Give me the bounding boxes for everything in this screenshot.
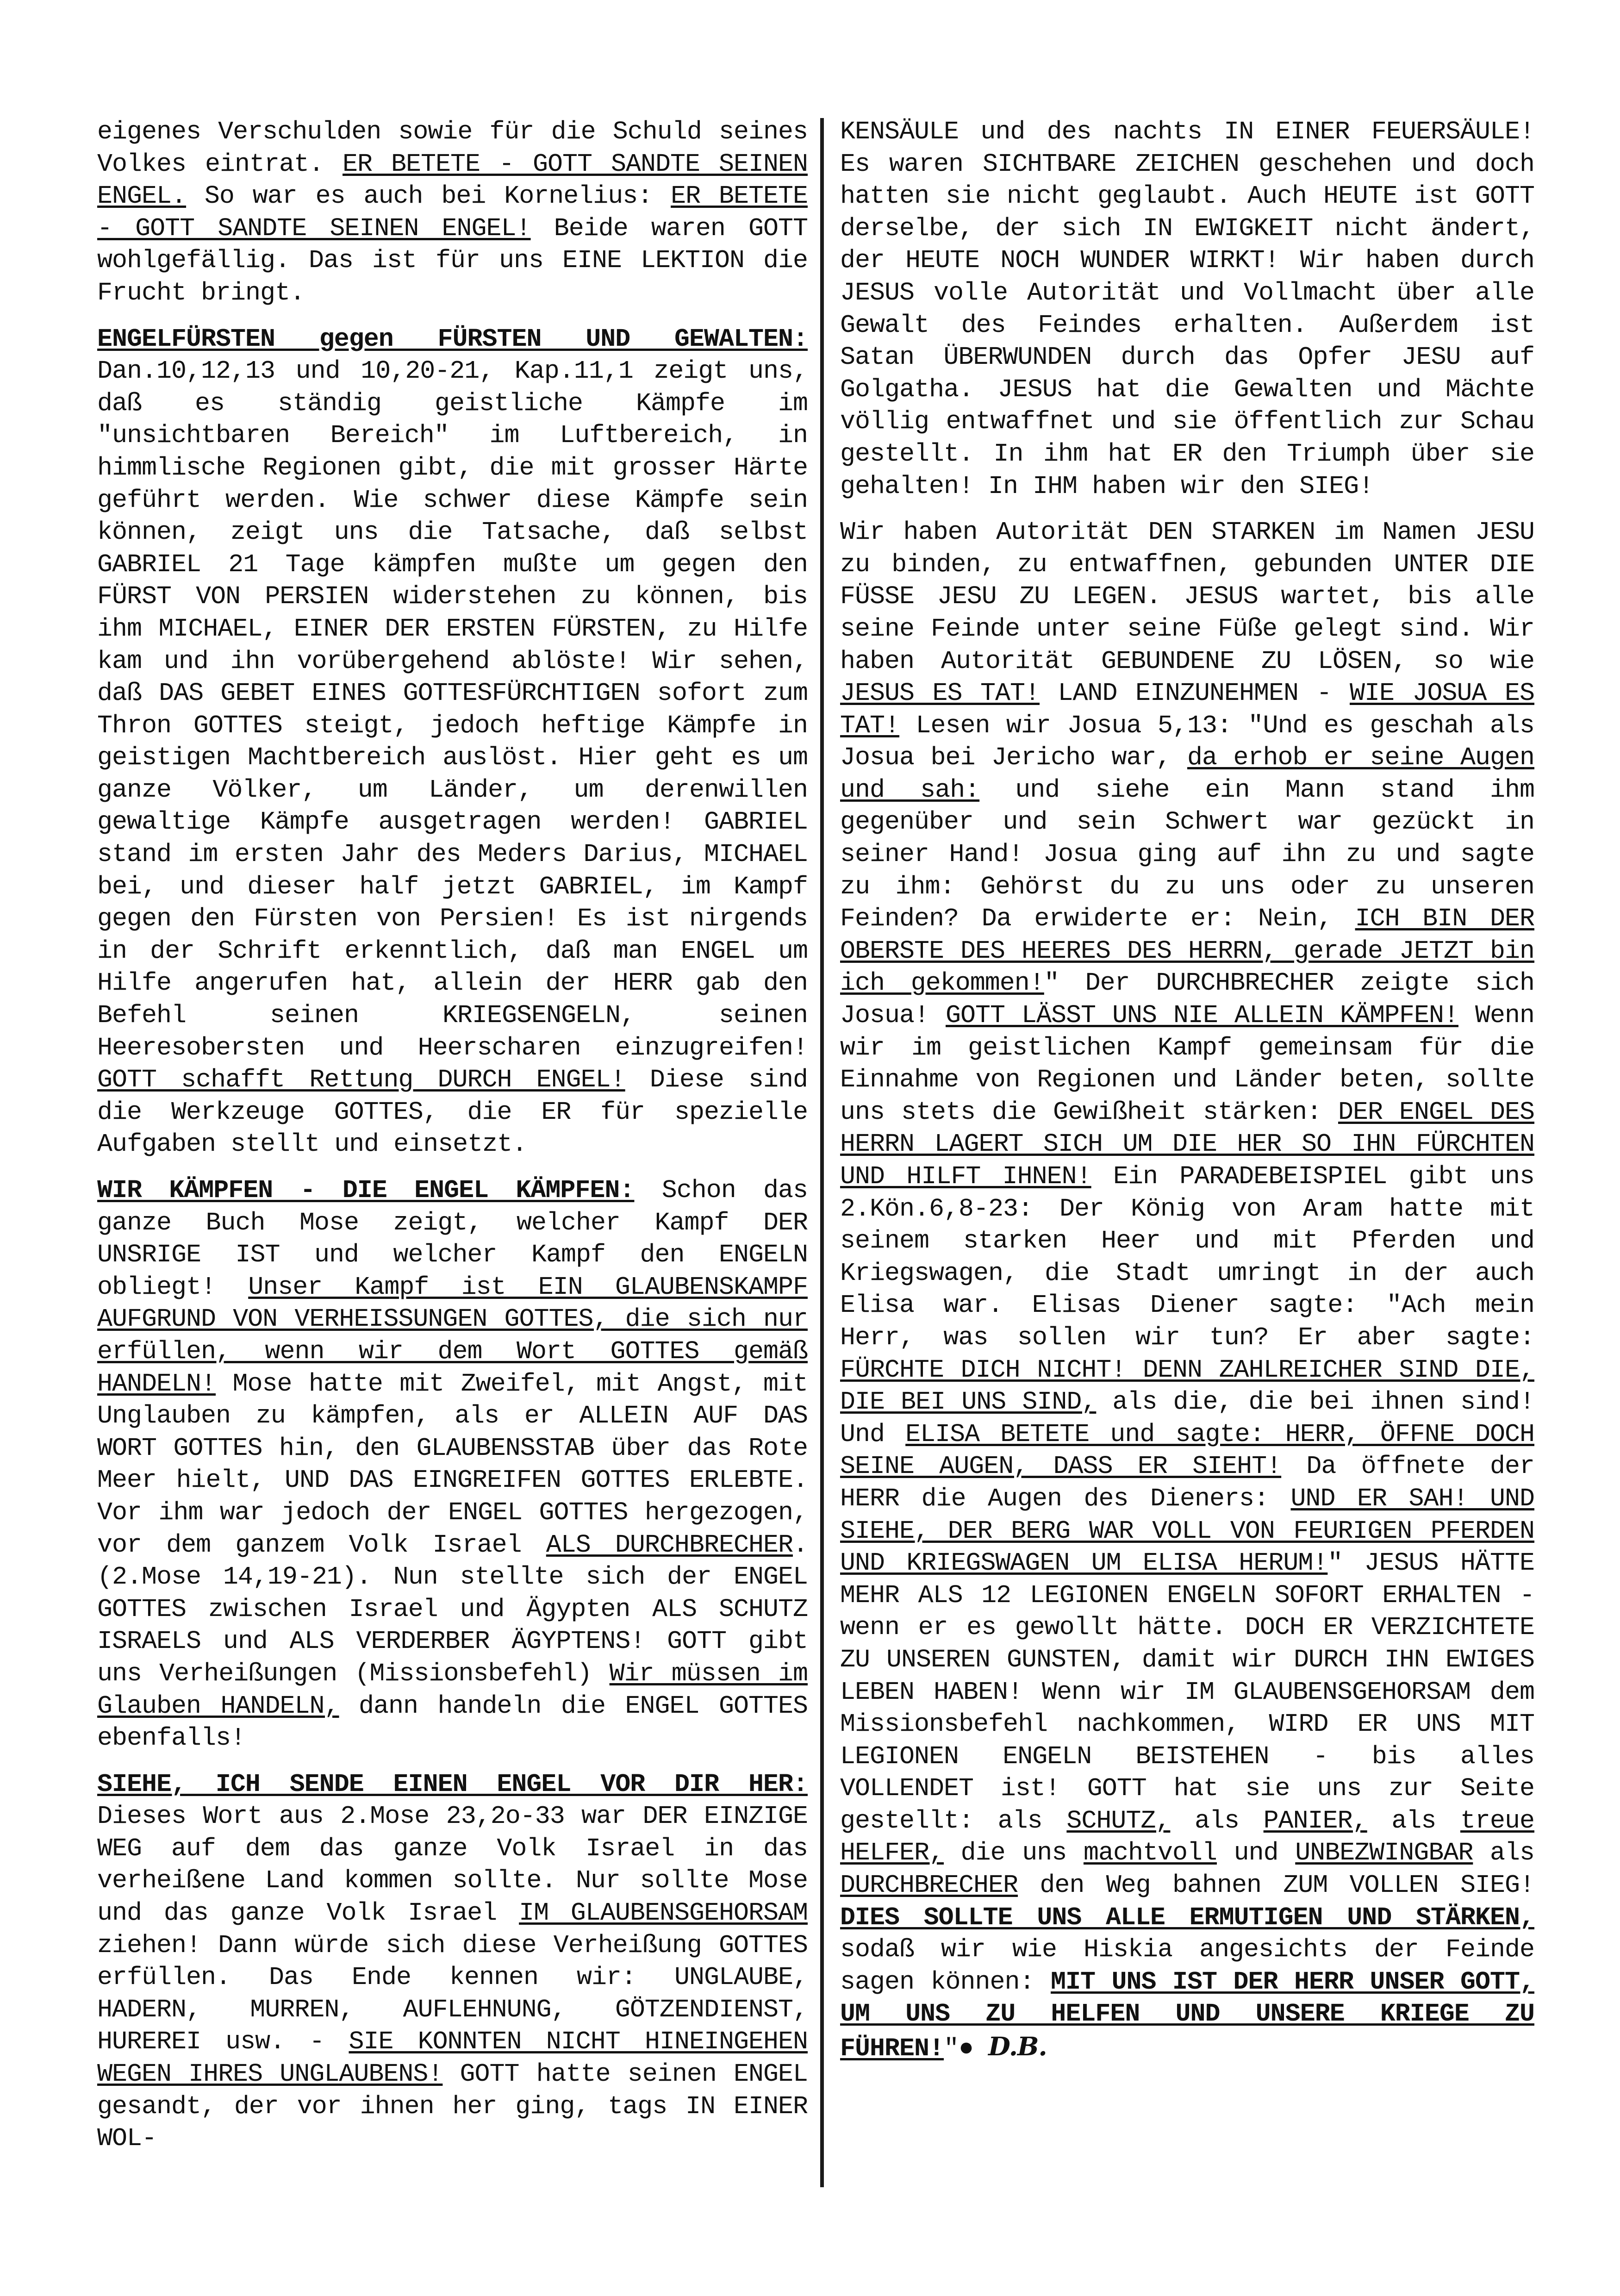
left-column bbox=[97, 116, 808, 2236]
underline-text: FÜRCHTE DICH NICHT! DENN ZAHLREICHER SIND DIE, DIE BEI UNS SIND, bbox=[840, 1355, 1534, 1417]
column-divider bbox=[820, 118, 824, 2187]
heading-text: ENGELFÜRSTEN gegen FÜRSTEN UND GEWALTEN: bbox=[97, 324, 808, 354]
underline-text: SCHUTZ, bbox=[1066, 1806, 1171, 1835]
text-run: sodaß wir wie Hiskia angesichts der Feinde sagen können: bbox=[840, 1935, 1534, 1997]
right-column bbox=[840, 116, 1534, 2236]
text-run: Wenn wir im geistlichen Kampf gemeinsam für die Einnahme von Regionen und Länder beten, sollte uns stets die Gewißheit stärken: bbox=[840, 1001, 1534, 1127]
text-run: GOTT hatte seinen ENGEL gesandt, der vor ihnen her ging, tags IN EINER WOL- bbox=[97, 2059, 808, 2153]
heading-text: WIR KÄMPFEN - DIE ENGEL KÄMPFEN: bbox=[97, 1176, 635, 1205]
text-run: LAND EINZUNEHMEN - bbox=[1040, 679, 1350, 708]
underline-text: GOTT schafft Rettung DURCH ENGEL! bbox=[97, 1065, 625, 1095]
text-run: die uns bbox=[944, 1838, 1084, 1868]
underline-text: ICH BIN DER OBERSTE DES HEERES DES HERRN, gerade JETZT bin ich gekommen! bbox=[840, 904, 1534, 998]
text-run: Lesen wir Josua 5,13: "Und es geschah als Josua bei Jericho war, bbox=[840, 711, 1534, 773]
paragraph bbox=[97, 116, 808, 309]
heading-text: SIEHE, ICH SENDE EINEN ENGEL VOR DIR HER: bbox=[97, 1769, 808, 1799]
text-run: Da öffnete der HERR die Augen des Dieners: bbox=[840, 1452, 1534, 1513]
paragraph bbox=[840, 516, 1534, 2065]
text-run: Ein PARADEBEISPIEL gibt uns 2.Kön.6,8-23: Der König von Aram hatte mit seinem starken Heer und mit Pferden und Kriegswagen, die Stadt umringt in der auch Elisa war. Elisas Diener sagte: "Ach mein Herr, was sollen wir tun? Er aber sagte: bbox=[840, 1162, 1534, 1352]
underline-text: Unser Kampf ist EIN GLAUBENSKAMPF AUFGRUND VON VERHEISSUNGEN GOTTES, die sich nur erfüllen, wenn wir dem Wort GOTTES gemäß HANDELN! bbox=[97, 1272, 808, 1398]
text-run: " Der DURCHBRECHER zeigte sich Josua! bbox=[840, 968, 1534, 1030]
underline-text: WIE JOSUA ES TAT! bbox=[840, 679, 1534, 740]
paragraph bbox=[97, 1768, 808, 2155]
underline-text: ER BETETE - GOTT SANDTE SEINEN ENGEL. bbox=[97, 149, 808, 211]
paragraph bbox=[97, 323, 808, 1160]
underline-text: treue HELFER, bbox=[840, 1806, 1534, 1868]
text-run: und siehe ein Mann stand ihm gegenüber und sein Schwert war gezückt in seiner Hand! Josua ging auf ihn zu und sagte zu ihm: Gehörst du zu uns oder zu unseren Feinden? Da erwiderte er: Nein, bbox=[840, 775, 1534, 934]
underline-text: JESUS ES TAT! bbox=[840, 679, 1040, 708]
text-run: Diese sind die Werkzeuge GOTTES, die ER für spezielle Aufgaben stellt und einsetzt. bbox=[97, 1065, 808, 1159]
underline-text: Wir müssen im Glauben HANDELN, bbox=[97, 1659, 808, 1721]
text-run: eigenes Verschulden sowie für die Schuld seines Volkes eintrat. bbox=[97, 117, 808, 179]
paragraph bbox=[840, 116, 1534, 502]
underline-text: PANIER, bbox=[1263, 1806, 1367, 1835]
text-run: dann handeln die ENGEL GOTTES ebenfalls! bbox=[97, 1691, 808, 1753]
text-run: Beide waren GOTT wohlgefällig. Das ist für uns EINE LEKTION die Frucht bringt. bbox=[97, 213, 808, 307]
text-run: . (2.Mose 14,19-21). Nun stellte sich der ENGEL GOTTES zwischen Israel und Ägypten ALS SCHUTZ ISRAELS und ALS VERDERBER ÄGYPTENS! GOTT gibt uns Verheißungen (Missionsbefehl) bbox=[97, 1530, 808, 1688]
text-run: als bbox=[1367, 1806, 1460, 1835]
text-run: Dan.10,12,13 und 10,20-21, Kap.11,1 zeigt uns, daß es ständig geistliche Kämpfe im "unsichtbaren Bereich" im Luftbereich, in himmlische Regionen gibt, die mit grosser Härte geführt werden. Wie schwer diese Kämpfe sein können, zeigt uns die Tatsache, daß selbst GABRIEL 21 Tage kämpfen mußte um gegen den FÜRST VON PERSIEN widerstehen zu können, bis ihm MICHAEL, EINER DER ERSTEN FÜRSTEN, zu Hilfe kam und ihn vorübergehend ablöste! Wir sehen, daß DAS GEBET EINES GOTTESFÜRCHTIGEN sofort zum Thron GOTTES steigt, jedoch heftige Kämpfe in geistigen Machtbereich auslöst. Hier geht es um ganze Völker, um Länder, um derenwillen gewaltige Kämpfe ausgetragen werden! GABRIEL stand im ersten Jahr des Meders Darius, MICHAEL bei, und dieser half jetzt GABRIEL, im Kampf gegen den Fürsten von Persien! Es ist nirgends in der Schrift erkenntlich, daß man ENGEL um Hilfe angerufen hat, allein der HERR gab den Befehl seinen KRIEGSENGELN, seinen Heeresobersten und Heerscharen einzugreifen! bbox=[97, 356, 808, 1062]
paragraph bbox=[97, 1174, 808, 1754]
text-run: Wir haben Autorität DEN STARKEN im Namen JESU zu binden, zu entwaffnen, gebunden UNTER DIE FÜSSE JESU ZU LEGEN. JESUS wartet, bis alle seine Feinde unter seine Füße gelegt sind. Wir haben Autorität GEBUNDENE ZU LÖSEN, so wie bbox=[840, 518, 1534, 676]
underline-text: ALS DURCHBRECHER bbox=[546, 1530, 793, 1560]
text-run: ziehen! Dann würde sich diese Verheißung GOTTES erfüllen. Das Ende kennen wir: UNGLAUBE, HADERN, MURREN, AUFLEHNUNG, GÖTZENDIENST, HUREREI usw. - bbox=[97, 1930, 808, 2057]
text-run: So war es auch bei Kornelius: bbox=[186, 181, 671, 211]
underline-text: ER BETETE - GOTT SANDTE SEINEN ENGEL! bbox=[97, 181, 808, 243]
heading-text: DIES SOLLTE UNS ALLE ERMUTIGEN UND STÄRKEN, bbox=[840, 1903, 1534, 1932]
text-run: als bbox=[1473, 1838, 1534, 1868]
text-run: "● bbox=[944, 2034, 989, 2064]
underline-text: DURCHBRECHER bbox=[840, 1871, 1018, 1900]
text-run: Mose hatte mit Zweifel, mit Angst, mit Unglauben zu kämpfen, als er ALLEIN AUF DAS WORT GOTTES hin, den GLAUBENSSTAB über das Rote Meer hielt, UND DAS EINGREIFEN GOTTES ERLEBTE. Vor ihm war jedoch der ENGEL GOTTES hergezogen, vor dem ganzem Volk Israel bbox=[97, 1369, 808, 1560]
underline-text: UNBEZWINGBAR bbox=[1295, 1838, 1473, 1868]
underline-text: IM GLAUBENSGEHORSAM bbox=[519, 1898, 808, 1928]
underline-text: UND ER SAH! UND SIEHE, DER BERG WAR VOLL VON FEURIGEN PFERDEN UND KRIEGSWAGEN UM ELISA HERUM! bbox=[840, 1484, 1534, 1578]
underline-text: ELISA BETETE und sagte: HERR, ÖFFNE DOCH SEINE AUGEN, DASS ER SIEHT! bbox=[840, 1419, 1534, 1481]
text-run: Dieses Wort aus 2.Mose 23,2o-33 war DER EINZIGE WEG auf dem das ganze Volk Israel in das verheißene Land kommen sollte. Nur sollte Mose und das ganze Volk Israel bbox=[97, 1802, 808, 1928]
signature-text: D.B. bbox=[988, 2031, 1047, 2062]
text-run: den Weg bahnen ZUM VOLLEN SIEG! bbox=[1018, 1871, 1534, 1900]
underline-text: da erhob er seine Augen und sah: bbox=[840, 743, 1534, 805]
underline-text: DER ENGEL DES HERRN LAGERT SICH UM DIE HER SO IHN FÜRCHTEN UND HILFT IHNEN! bbox=[840, 1097, 1534, 1191]
underline-text: GOTT LÄSST UNS NIE ALLEIN KÄMPFEN! bbox=[946, 1001, 1458, 1030]
text-run: als die, die bei ihnen sind! Und bbox=[840, 1387, 1534, 1449]
text-run: " JESUS HÄTTE MEHR ALS 12 LEGIONEN ENGELN SOFORT ERHALTEN - wenn er es gewollt hätte. DOCH ER VERZICHTETE ZU UNSEREN GUNSTEN, damit wir DURCH IHN EWIGES LEBEN HABEN! Wenn wir IM GLAUBENSGEHORSAM dem Missionsbefehl nachkommen, WIRD ER UNS MIT LEGIONEN ENGELN BEISTEHEN - bis alles VOLLENDET ist! GOTT hat sie uns zur Seite gestellt: als bbox=[840, 1548, 1534, 1835]
text-run: KENSÄULE und des nachts IN EINER FEUERSÄULE! Es waren SICHTBARE ZEICHEN geschehen und doch hatten sie nicht geglaubt. Auch HEUTE ist GOTT derselbe, der sich IN EWIGKEIT nicht ändert, der HEUTE NOCH WUNDER WIRKT! Wir haben durch JESUS volle Autorität und Vollmacht über alle Gewalt des Feindes erhalten. Außerdem ist Satan ÜBERWUNDEN durch das Opfer JESU auf Golgatha. JESUS hat die Gewalten und Mächte völlig entwaffnet und sie öffentlich zur Schau gestellt. In ihm hat ER den Triumph über sie gehalten! In IHM haben wir den SIEG! bbox=[840, 117, 1534, 501]
underline-text: SIE KONNTEN NICHT HINEINGEHEN WEGEN IHRES UNGLAUBENS! bbox=[97, 2027, 808, 2089]
text-run: als bbox=[1170, 1806, 1264, 1835]
heading-text: MIT UNS IST DER HERR UNSER GOTT, UM UNS ZU HELFEN UND UNSERE KRIEGE ZU FÜHREN! bbox=[840, 1967, 1534, 2064]
underline-text: machtvoll bbox=[1083, 1838, 1217, 1868]
text-run: und bbox=[1217, 1838, 1296, 1868]
text-run: Schon das ganze Buch Mose zeigt, welcher Kampf DER UNSRIGE IST und welcher Kampf den ENGELN obliegt! bbox=[97, 1176, 808, 1302]
